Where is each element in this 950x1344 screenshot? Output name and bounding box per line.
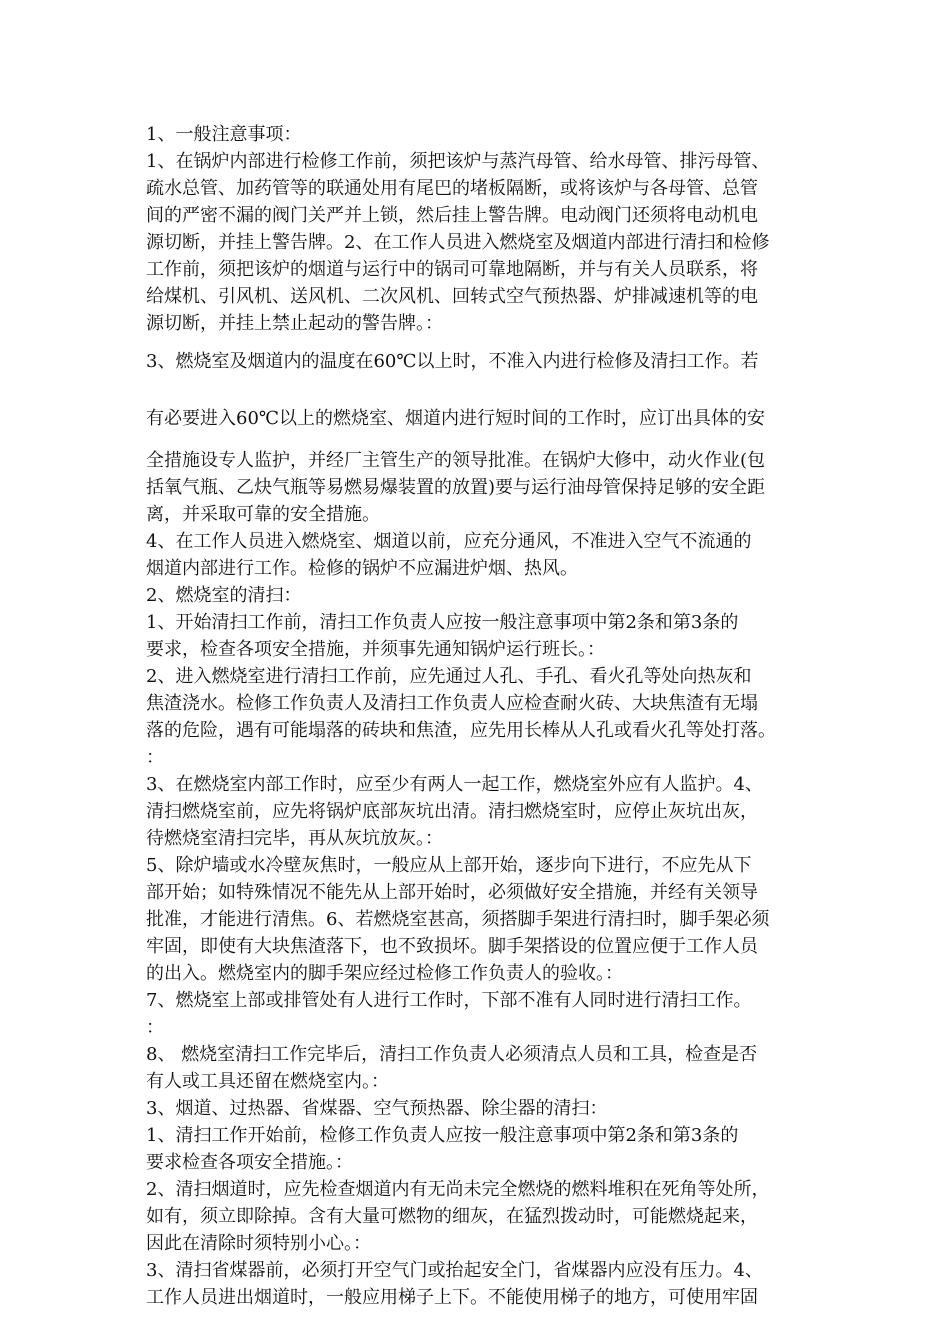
paragraph-line: 2、清扫烟道时，应先检查烟道内有无尚未完全燃烧的燃料堆积在死角等处所， xyxy=(146,1179,770,1200)
document-body xyxy=(146,121,814,1311)
paragraph-line: 烟道内部进行工作。检修的锅炉不应漏进炉烟、热风。 xyxy=(146,558,578,579)
paragraph-line: 疏水总管、加药管等的联通处用有尾巴的堵板隔断，或将该炉与各母管、总管 xyxy=(146,178,758,199)
paragraph-line: 有必要进入60℃以上的燃烧室、烟道内进行短时间的工作时，应订出具体的安 xyxy=(146,408,766,429)
section-heading: 3、烟道、过热器、省煤器、空气预热器、除尘器的清扫： xyxy=(146,1098,608,1119)
paragraph-line: 工作前，须把该炉的烟道与运行中的锅司可靠地隔断，并与有关人员联系，将 xyxy=(146,259,758,280)
paragraph-line: 1、在锅炉内部进行检修工作前，须把该炉与蒸汽母管、给水母管、排污母管、 xyxy=(146,151,770,172)
paragraph-line: 批准，才能进行清焦。6、若燃烧室甚高，须搭脚手架进行清扫时，脚手架必须 xyxy=(146,909,770,930)
spacer xyxy=(146,432,814,447)
paragraph-line: 3、燃烧室及烟道内的温度在60℃以上时，不准入内进行检修及清扫工作。若 xyxy=(146,351,759,372)
paragraph-line: 的出入。燃烧室内的脚手架应经过检修工作负责人的验收。： xyxy=(146,963,623,984)
paragraph-line: 1、开始清扫工作前，清扫工作负责人应按一般注意事项中第2条和第3条的 xyxy=(146,612,739,633)
paragraph-line: 牢固，即使有大块焦渣落下，也不致损坏。脚手架搭设的位置应便于工作人员 xyxy=(146,936,758,957)
spacer xyxy=(146,337,814,348)
paragraph-line: 7、燃烧室上部或排管处有人进行工作时，下部不准有人同时进行清扫工作。 xyxy=(146,990,752,1011)
paragraph-line: 源切断，并挂上禁止起动的警告牌。： xyxy=(146,313,443,334)
paragraph-line: 部开始；如特殊情况不能先从上部开始时，必须做好安全措施，并经有关领导 xyxy=(146,882,758,903)
paragraph-line: 2、进入燃烧室进行清扫工作前，应先通过人孔、手孔、看火孔等处向热灰和 xyxy=(146,666,752,687)
paragraph-line: 如有，须立即除掉。含有大量可燃物的细灰，在猛烈拨动时，可能燃烧起来， xyxy=(146,1206,758,1227)
paragraph-line: 3、清扫省煤器前，必须打开空气门或抬起安全门，省煤器内应没有压力。4、 xyxy=(146,1260,763,1281)
paragraph-line: 给煤机、引风机、送风机、二次风机、回转式空气预热器、炉排减速机等的电 xyxy=(146,286,758,307)
paragraph-line: 间的严密不漏的阀门关严并上锁，然后挂上警告牌。电动阀门还须将电动机电 xyxy=(146,205,758,226)
paragraph-line: 括氧气瓶、乙炔气瓶等易燃易爆装置的放置)要与运行油母管保持足够的安全距 xyxy=(146,477,766,498)
paragraph-line: 待燃烧室清扫完毕，再从灰坑放灰。： xyxy=(146,828,443,849)
paragraph-line: 有人或工具还留在燃烧室内。： xyxy=(146,1071,389,1092)
paragraph-line: 落的危险，遇有可能塌落的砖块和焦渣，应先用长棒从人孔或看火孔等处打落。 xyxy=(146,720,776,741)
paragraph-line: 3、在燃烧室内部工作时，应至少有两人一起工作，燃烧室外应有人监护。4、 xyxy=(146,774,763,795)
paragraph-line: 因此在清除时须特别小心。： xyxy=(146,1233,371,1254)
paragraph-line: 8、 燃烧室清扫工作完毕后，清扫工作负责人必须清点人员和工具，检查是否 xyxy=(146,1044,758,1065)
paragraph-line: 要求，检查各项安全措施，并须事先通知锅炉运行班长。： xyxy=(146,639,605,660)
paragraph-line: 全措施设专人监护，并经厂主管生产的领导批准。在锅炉大修中，动火作业(包 xyxy=(146,450,766,471)
paragraph-line: 焦渣浇水。检修工作负责人及清扫工作负责人应检查耐火砖、大块焦渣有无塌 xyxy=(146,693,758,714)
paragraph-line: 1、清扫工作开始前，检修工作负责人应按一般注意事项中第2条和第3条的 xyxy=(146,1125,739,1146)
paragraph-line: 清扫燃烧室前，应先将锅炉底部灰坑出清。清扫燃烧室时，应停止灰坑出灰， xyxy=(146,801,758,822)
section-heading: 2、燃烧室的清扫： xyxy=(146,585,302,606)
paragraph-line: 工作人员进出烟道时，一般应用梯子上下。不能使用梯子的地方，可使用牢固 xyxy=(146,1287,758,1308)
paragraph-line: ： xyxy=(146,1017,164,1038)
paragraph-line: 源切断，并挂上警告牌。2、在工作人员进入燃烧室及烟道内部进行清扫和检修 xyxy=(146,232,770,253)
paragraph-line: 离，并采取可靠的安全措施。 xyxy=(146,504,380,525)
paragraph-line: 要求检查各项安全措施。： xyxy=(146,1152,353,1173)
paragraph-line: 5、除炉墙或水冷壁灰焦时，一般应从上部开始，逐步向下进行，不应先从下 xyxy=(146,855,752,876)
section-heading: 1、一般注意事项： xyxy=(146,124,302,145)
spacer xyxy=(146,375,814,405)
paragraph-line: 4、在工作人员进入燃烧室、烟道以前，应充分通风，不准进入空气不流通的 xyxy=(146,531,752,552)
paragraph-line: ： xyxy=(146,747,164,768)
